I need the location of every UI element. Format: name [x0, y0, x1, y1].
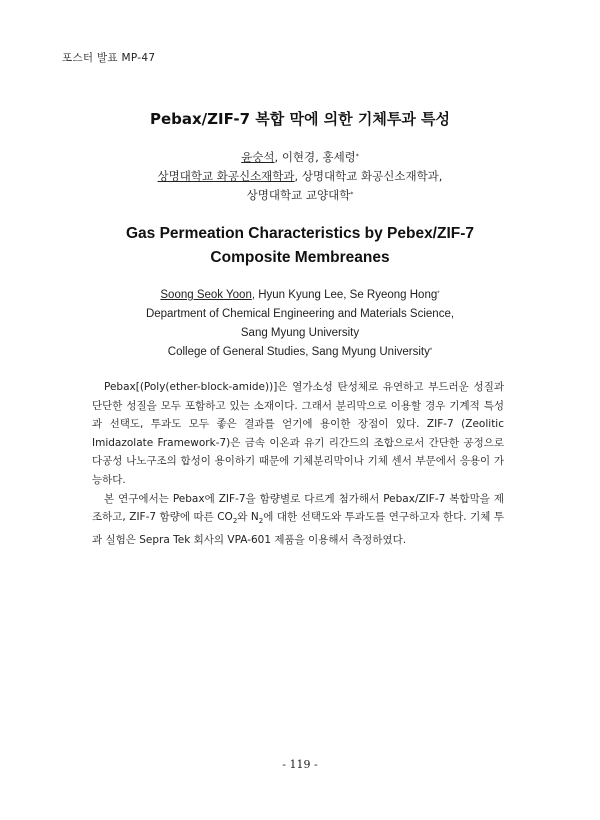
- corresponding-mark: *: [429, 348, 433, 354]
- affiliation-ko-line1: [0, 167, 600, 186]
- presenter-name-ko: 윤숭석: [241, 150, 275, 164]
- corresponding-mark: *: [355, 153, 359, 160]
- abstract-p2-part-a: 본 연구에서는 Pebax에 ZIF-7을 함량별로 다르게 첨가해서 Pebax/ZIF-7 복합막을 제조하고, ZIF-7 함량에 따른 CO: [92, 492, 504, 524]
- corresponding-mark: *: [350, 191, 354, 198]
- subscript-n2: 2: [258, 517, 264, 526]
- affiliation-ko-line2: [0, 186, 600, 205]
- abstract-paragraph-1: Pebax[(Poly(ether-block-amide))]은 열가소성 탄성체로 유연하고 부드러운 성질과 단단한 성질을 모두 포함하고 있는 소재이다. 그래서 분리막으로 이용할 경우 기계적 특성과 선택도, 투과도 모두 좋은 결과를 얻기에 용이한 장점이 있다. ZIF-7 (Zeolitic Imidazolate Framework-7)은 금속 이온과 유기 리간드의 조합으로서 간단한 공정으로 다공성 나노구조의 합성이 용이하기 때문에 기체분리막이나 기체 센서 부문에서 응용이 가능하다.: [92, 381, 504, 486]
- authors-korean-block: [0, 148, 600, 205]
- presenter-affiliation-ko: 상명대학교 화공신소재학과: [157, 169, 295, 183]
- presenter-name-en: Soong Seok Yoon: [160, 289, 252, 301]
- authors-english: [0, 286, 600, 305]
- affiliation-en-line2: Sang Myung University: [240, 327, 360, 339]
- affiliation-en-line3: [0, 343, 600, 362]
- corresponding-mark: *: [437, 291, 440, 297]
- coauthors-en: , Hyun Kyung Lee, Se Ryeong Hong: [251, 289, 438, 301]
- abstract-p2-part-b: 와 N: [237, 511, 259, 524]
- title-korean: Pebax/ZIF-7 복합 막에 의한 기체투과 특성: [149, 110, 451, 128]
- affiliation-ko-rest: , 상명대학교 화공신소재학과,: [294, 169, 443, 183]
- session-label: 포스터 발표 MP-47: [62, 52, 156, 64]
- title-en-line1: Gas Permeation Characteristics by Pebex/ZIF-7: [125, 225, 475, 242]
- affiliation-en-line1: Department of Chemical Engineering and Materials Science,: [145, 308, 455, 320]
- authors-korean: [0, 148, 600, 167]
- abstract-paragraph-2: [92, 490, 504, 550]
- affiliation-en-line3-text: College of General Studies, Sang Myung University: [167, 346, 430, 358]
- coauthors-ko: , 이현경, 홍세령: [274, 150, 356, 164]
- title-english: [0, 222, 600, 270]
- title-en-line2: Composite Membreanes: [210, 249, 390, 266]
- abstract-body: [92, 378, 504, 549]
- authors-english-block: [0, 286, 600, 362]
- page-number: - 119 -: [282, 758, 318, 771]
- affiliation-ko-line2-text: 상명대학교 교양대학: [246, 188, 351, 202]
- abstract-p2-part-c: 에 대한 선택도와 투과도를 연구하고자 한다. 기체 투과 실험은 Sepra Tek 회사의 VPA-601 제품을 이용해서 측정하였다.: [92, 511, 504, 546]
- subscript-co2: 2: [232, 517, 238, 526]
